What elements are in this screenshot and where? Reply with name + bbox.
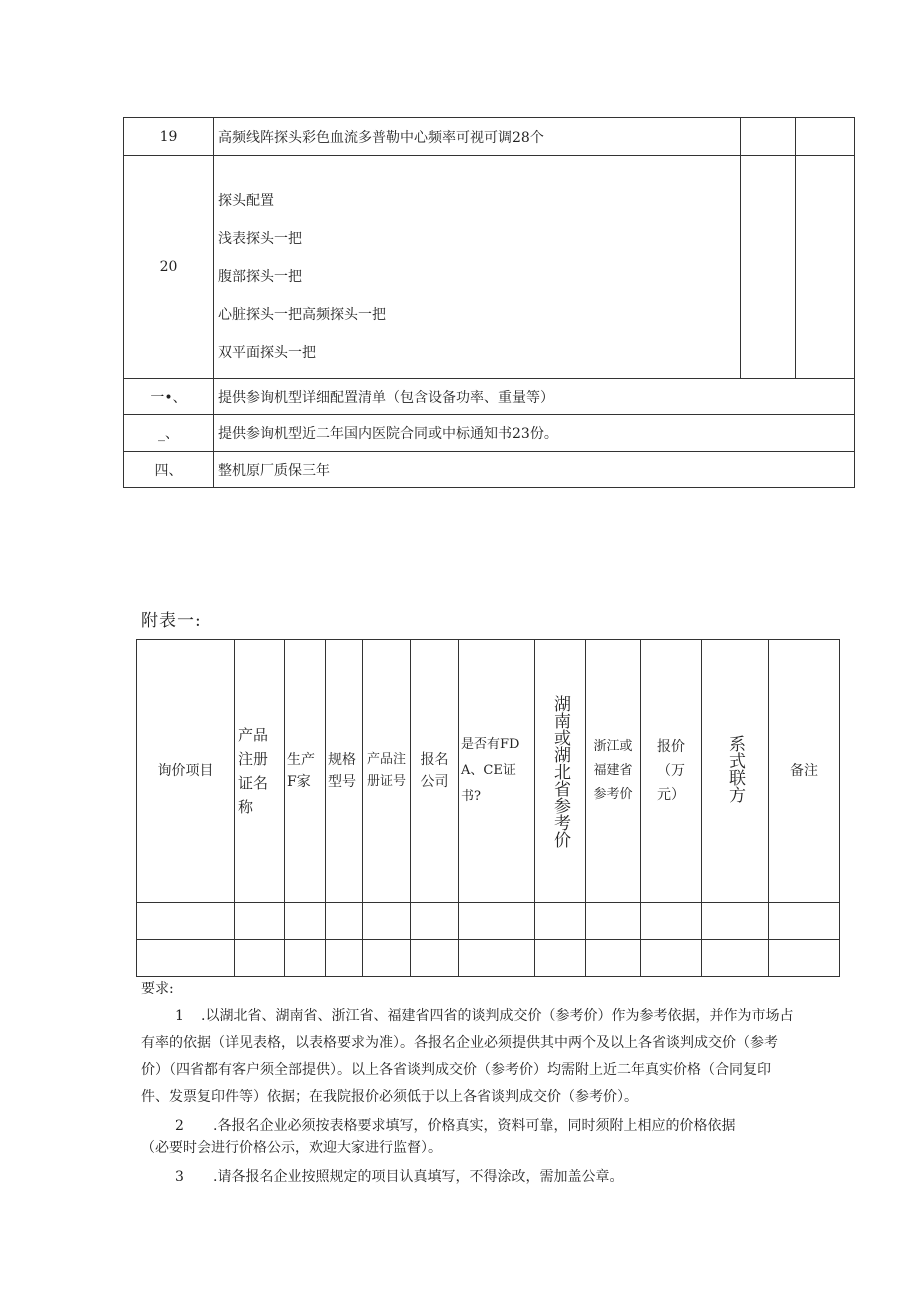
row-number: 19 (124, 118, 214, 156)
header-remark: 备注 (769, 640, 840, 903)
empty-cell[interactable] (702, 903, 769, 940)
row-number: 20 (124, 156, 214, 379)
table-row (137, 940, 840, 977)
empty-cell[interactable] (326, 940, 363, 977)
req-1-line: 件、发票复印件等）依据；在我院报价必须低于以上各省谈判成交价（参考价）。 (141, 1089, 638, 1105)
header-hunan-hubei-text: 湖南或湖北省参考价 (550, 694, 570, 848)
empty-cell[interactable] (285, 940, 326, 977)
header-hunan-hubei-price (535, 640, 586, 903)
table-row (124, 452, 855, 488)
table-row (124, 118, 855, 156)
empty-cell[interactable] (411, 940, 459, 977)
empty-cell[interactable] (586, 940, 641, 977)
price-inquiry-table (136, 639, 840, 977)
header-manufacturer: 生产F家 (285, 640, 326, 903)
row-description: 提供参询机型近二年国内医院合同或中标通知书23份。 (214, 415, 855, 452)
empty-cell[interactable] (411, 903, 459, 940)
empty-cell[interactable] (641, 903, 702, 940)
empty-cell[interactable] (535, 940, 586, 977)
row-description: 整机原厂质保三年 (214, 452, 855, 488)
table-row (124, 156, 855, 379)
req-2-line: .各报名企业必须按表格要求填写，价格真实，资料可靠，同时须附上相应的价格依据 (213, 1118, 736, 1134)
row-number: _、 (124, 415, 214, 452)
req-3-number: 3 (175, 1169, 184, 1185)
req-2-number: 2 (175, 1118, 184, 1134)
empty-cell[interactable] (641, 940, 702, 977)
req-2-line: （必要时会进行价格公示，欢迎大家进行监督）。 (141, 1140, 442, 1156)
table-row (124, 379, 855, 415)
spec-table (123, 117, 855, 488)
table-header-row (137, 640, 840, 903)
req-1-line: 有率的依据（详见表格，以表格要求为准）。各报名企业必须提供其中两个及以上各省谈判成交价（参考 (141, 1035, 778, 1051)
empty-cell[interactable] (586, 903, 641, 940)
req-1-number: 1 (175, 1008, 184, 1024)
table-row (137, 903, 840, 940)
header-contact (702, 640, 769, 903)
empty-cell[interactable] (702, 940, 769, 977)
header-quote: 报价（万元） (641, 640, 702, 903)
req-1-line: 价）（四省都有客户须全部提供）。以上各省谈判成交价（参考价）均需附上近二年真实价格（合同复印 (141, 1062, 771, 1078)
empty-cell (741, 118, 796, 156)
empty-cell (796, 118, 855, 156)
row-description: 高频线阵探头彩色血流多普勒中心频率可视可调28个 (214, 118, 741, 156)
empty-cell[interactable] (235, 903, 285, 940)
table-row (124, 415, 855, 452)
config-line: 探头配置 (218, 193, 274, 209)
header-registration-number: 产品注册证号 (363, 640, 411, 903)
header-product-name: 产品注册证名称 (235, 640, 285, 903)
header-contact-text: 系式联方 (725, 735, 745, 803)
row-number: 四、 (124, 452, 214, 488)
empty-cell[interactable] (459, 940, 535, 977)
req-3-line: .请各报名企业按照规定的项目认真填写，不得涂改，需加盖公章。 (213, 1169, 624, 1185)
header-inquiry-item: 询价项目 (137, 640, 235, 903)
empty-cell[interactable] (137, 940, 235, 977)
empty-cell[interactable] (769, 940, 840, 977)
req-1-line: .以湖北省、湖南省、浙江省、福建省四省的谈判成交价（参考价）作为参考依据，并作为市场占 (201, 1008, 794, 1024)
empty-cell[interactable] (285, 903, 326, 940)
header-model: 规格型号 (326, 640, 363, 903)
row-number: 一•、 (124, 379, 214, 415)
empty-cell[interactable] (535, 903, 586, 940)
empty-cell[interactable] (137, 903, 235, 940)
requirements-title: 要求: (141, 981, 174, 997)
empty-cell[interactable] (326, 903, 363, 940)
empty-cell[interactable] (235, 940, 285, 977)
header-company: 报名公司 (411, 640, 459, 903)
empty-cell[interactable] (363, 940, 411, 977)
annex-title: 附表一: (141, 611, 202, 631)
empty-cell[interactable] (769, 903, 840, 940)
config-line: 浅表探头一把 (218, 231, 302, 247)
empty-cell[interactable] (459, 903, 535, 940)
empty-cell (741, 156, 796, 379)
config-line: 腹部探头一把 (218, 269, 302, 285)
empty-cell (796, 156, 855, 379)
config-line: 双平面探头一把 (218, 345, 316, 361)
row-description: 提供参询机型详细配置清单（包含设备功率、重量等） (214, 379, 855, 415)
config-line: 心脏探头一把高频探头一把 (218, 307, 386, 323)
probe-config-cell (214, 156, 741, 379)
header-zhejiang-fujian-price: 浙江或福建省参考价 (586, 640, 641, 903)
header-fda-ce: 是否有FDA、CE证书? (459, 640, 535, 903)
empty-cell[interactable] (363, 903, 411, 940)
